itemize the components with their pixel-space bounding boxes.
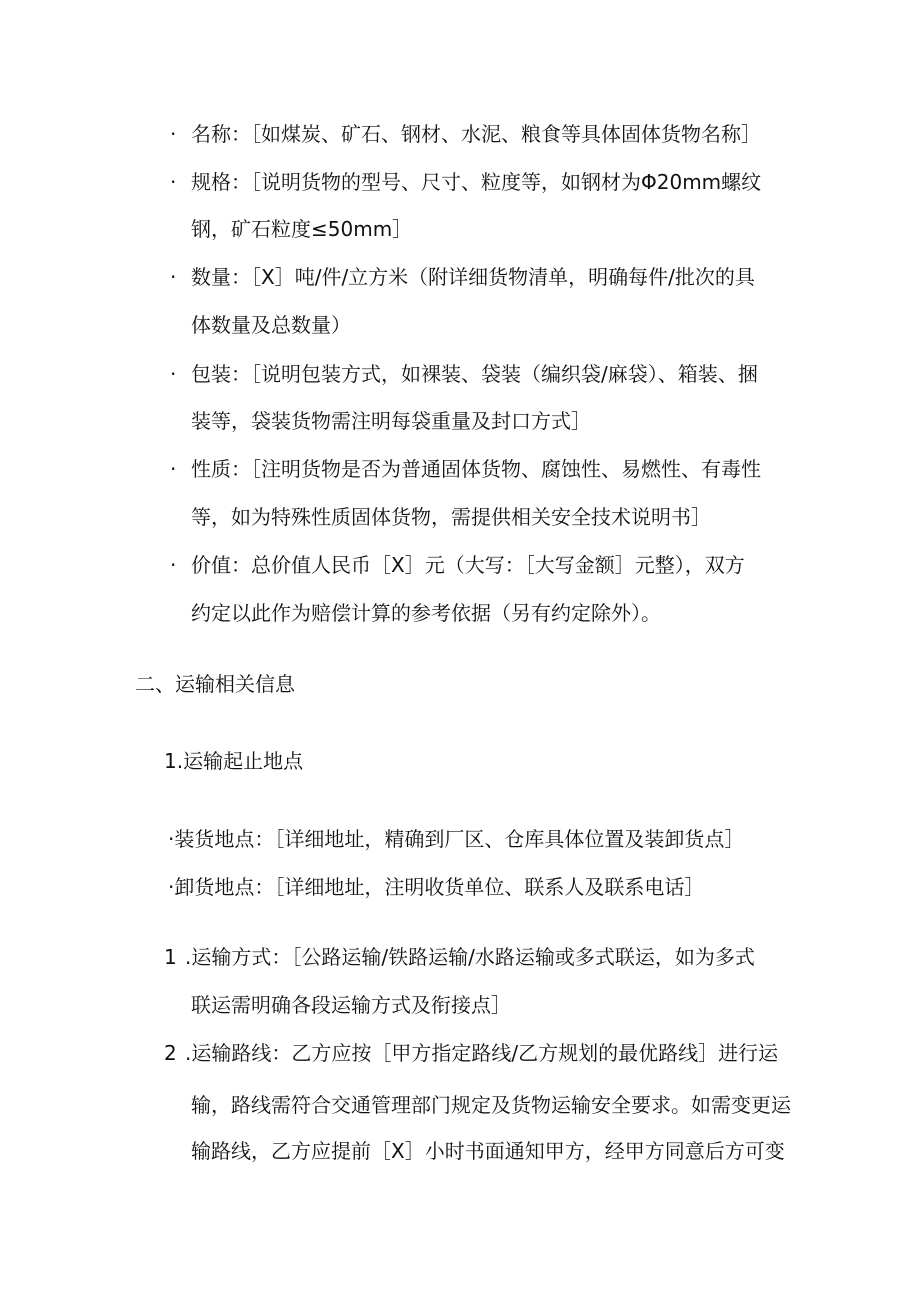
bullet-marker: · <box>170 553 177 577</box>
item-number: 1 <box>164 945 177 969</box>
loading-location: ·装货地点：［详细地址，精确到厂区、仓库具体位置及装卸货点］ <box>168 827 745 851</box>
cargo-value-line-2: 约定以此作为赔偿计算的参考依据（另有约定除外）。 <box>191 601 661 625</box>
transport-route-line-1: .运输路线：乙方应按［甲方指定路线/乙方规划的最优路线］进行运 <box>185 1041 779 1065</box>
cargo-name-line-1: 名称：［如煤炭、矿石、钢材、水泥、粮食等具体固体货物名称］ <box>191 122 761 146</box>
bullet-marker: · <box>170 122 177 146</box>
transport-mode-line-2: 联运需明确各段运输方式及衔接点］ <box>191 993 511 1017</box>
bullet-marker: · <box>170 457 177 481</box>
transport-route-line-3: 输路线，乙方应提前［X］小时书面通知甲方，经甲方同意后方可变 <box>191 1139 785 1163</box>
cargo-spec-line-1: 规格：［说明货物的型号、尺寸、粒度等，如钢材为Φ20mm螺纹 <box>191 170 762 194</box>
cargo-nature-line-1: 性质：［注明货物是否为普通固体货物、腐蚀性、易燃性、有毒性 <box>191 457 761 481</box>
bullet-marker: · <box>170 265 177 289</box>
cargo-packaging-line-1: 包装：［说明包装方式，如裸装、袋装（编织袋/麻袋）、箱装、捆 <box>191 362 758 386</box>
section-heading: 二、运输相关信息 <box>135 672 295 696</box>
unloading-location: ·卸货地点：［详细地址，注明收货单位、联系人及联系电话］ <box>168 875 705 899</box>
cargo-packaging-line-2: 装等，袋装货物需注明每袋重量及封口方式］ <box>191 409 591 433</box>
cargo-value-line-1: 价值：总价值人民币［X］元（大写：［大写金额］元整），双方 <box>191 553 745 577</box>
cargo-nature-line-2: 等，如为特殊性质固体货物，需提供相关安全技术说明书］ <box>191 505 711 529</box>
transport-route-line-2: 输，路线需符合交通管理部门规定及货物运输安全要求。如需变更运 <box>191 1093 791 1117</box>
cargo-quantity-line-2: 体数量及总数量） <box>191 313 351 337</box>
transport-mode-line-1: .运输方式：［公路运输/铁路运输/水路运输或多式联运，如为多式 <box>185 945 755 969</box>
bullet-marker: · <box>170 170 177 194</box>
cargo-spec-line-2: 钢，矿石粒度≤50mm］ <box>191 217 413 241</box>
cargo-quantity-line-1: 数量：［X］吨/件/立方米（附详细货物清单，明确每件/批次的具 <box>191 265 755 289</box>
bullet-marker: · <box>170 362 177 386</box>
subsection-heading: 1.运输起止地点 <box>164 749 304 773</box>
item-number: 2 <box>164 1041 177 1065</box>
